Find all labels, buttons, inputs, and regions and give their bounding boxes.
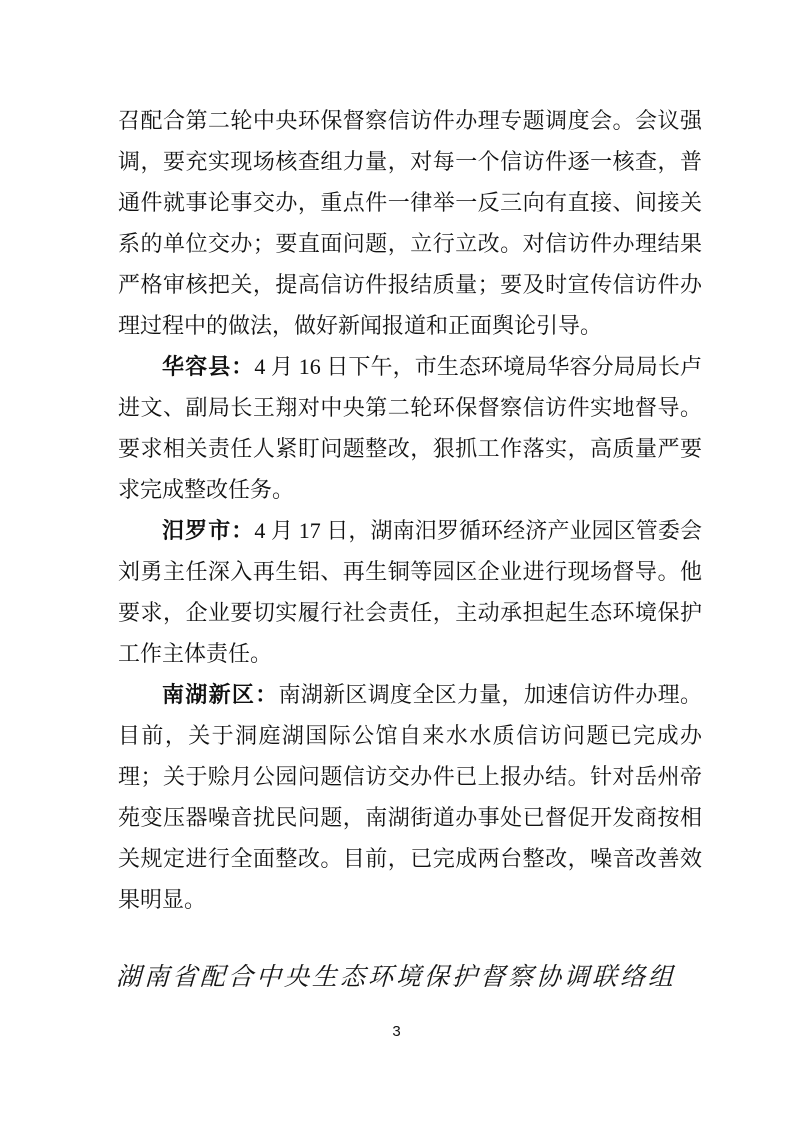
paragraph-miluo-city-text: 4 月 17 日，湖南汨罗循环经济产业园区管委会刘勇主任深入再生铝、再生铜等园区企业进行现场督导。他要求，企业要切实履行社会责任，主动承担起生态环境保护工作主体责任。 (118, 518, 702, 666)
paragraph-nanhu-district (118, 674, 702, 920)
paragraph-miluo-city (118, 510, 702, 674)
page-number: 3 (392, 1023, 401, 1040)
paragraph-nanhu-district-lead: 南湖新区： (162, 682, 279, 707)
paragraph-nanhu-district-text: 南湖新区调度全区力量，加速信访件办理。目前，关于洞庭湖国际公馆自来水水质信访问题已完成办理；关于赊月公园问题信访交办件已上报办结。针对岳州帝苑变压器噪音扰民问题，南湖街道办事处已督促开发商按相关规定进行全面整改。目前，已完成两台整改，噪音改善效果明显。 (118, 682, 702, 912)
document-body (118, 100, 702, 920)
paragraph-miluo-city-lead: 汨罗市： (162, 518, 255, 543)
paragraph-huarong-county-text: 4 月 16 日下午，市生态环境局华容分局局长卢进文、副局长王翔对中央第二轮环保督察信访件实地督导。要求相关责任人紧盯问题整改，狠抓工作落实，高质量严要求完成整改任务。 (118, 354, 702, 502)
signature-line: 湖南省配合中央生态环境保护督察协调联络组 (115, 964, 677, 991)
paragraph-huarong-county (118, 346, 702, 510)
paragraph-overview-text: 召配合第二轮中央环保督察信访件办理专题调度会。会议强调，要充实现场核查组力量，对每一个信访件逐一核查，普通件就事论事交办，重点件一律举一反三向有直接、间接关系的单位交办；要直面问题，立行立改。对信访件办理结果严格审核把关，提高信访件报结质量；要及时宣传信访件办理过程中的做法，做好新闻报道和正面舆论引导。 (118, 108, 702, 338)
paragraph-huarong-county-lead: 华容县： (162, 354, 255, 379)
paragraph-overview (118, 100, 702, 346)
